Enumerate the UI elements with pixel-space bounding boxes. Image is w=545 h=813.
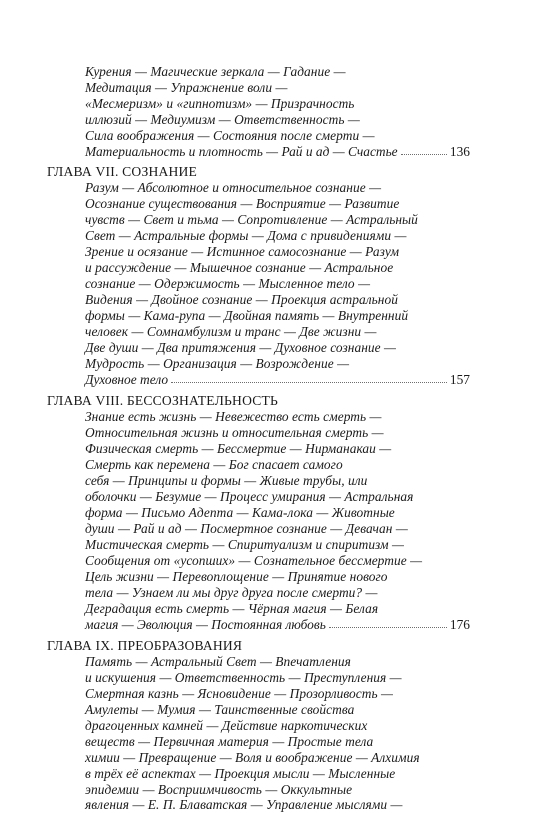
page-number: 157 xyxy=(449,372,470,387)
entry-line: Деградация есть смерть — Чёрная магия — Белая xyxy=(85,601,379,616)
entry-line: души — Рай и ад — Посмертное сознание — Девачан — xyxy=(85,521,408,536)
entry-line: себя — Принципы и формы — Живые трубы, или xyxy=(85,473,368,488)
entry-line: сознание — Одержимость — Мысленное тело — xyxy=(85,276,371,291)
entry-last-line xyxy=(85,372,470,388)
entry-line: чувств — Свет и тьма — Сопротивление — Астральный xyxy=(85,212,418,227)
entry-last-line xyxy=(85,144,470,160)
entry-line: Сообщения от «усопших» — Сознательное бессмертие — xyxy=(85,553,423,568)
entry-line: Две души — Два притяжения — Духовное сознание — xyxy=(85,340,396,355)
dot-leader xyxy=(401,143,447,155)
entry-line: Физическая смерть — Бессмертие — Нирманакаи — xyxy=(85,441,392,456)
entry-line: магия — Эволюция — Постоянная любовь xyxy=(85,617,326,632)
entry-line: и искушения — Ответственность — Преступления — xyxy=(85,670,402,685)
entry-line: Амулеты — Мумия — Таинственные свойства xyxy=(85,702,355,717)
entry-line: Свет — Астральные формы — Дома с привидениями — xyxy=(85,228,407,243)
entry-line: и рассуждение — Мышечное сознание — Астральное xyxy=(85,260,394,275)
entry-line: Цель жизни — Перевоплощение — Принятие нового xyxy=(85,569,388,584)
chapter-title: ГЛАВА VIII. БЕССОЗНАТЕЛЬНОСТЬ xyxy=(47,393,279,408)
entry-line: явления — Е. П. Блаватская — Управление мыслями — xyxy=(85,797,403,812)
entry-line: оболочки — Безумие — Процесс умирания — Астральная xyxy=(85,489,414,504)
page-number: 176 xyxy=(449,617,470,632)
dot-leader xyxy=(171,371,447,383)
chapter-title: ГЛАВА IX. ПРЕОБРАЗОВАНИЯ xyxy=(47,638,243,653)
entry-line: «Месмеризм» и «гипнотизм» — Призрачность xyxy=(85,96,355,111)
entry-line: Сила воображения — Состояния после смерти — xyxy=(85,128,375,143)
dot-leader xyxy=(329,616,447,628)
entry-line: Мистическая смерть — Спиритуализм и спиритизм — xyxy=(85,537,404,552)
entry-line: Разум — Абсолютное и относительное сознание — xyxy=(85,180,382,195)
entry-line: Мудрость — Организация — Возрождение — xyxy=(85,356,350,371)
entry-line: Осознание существования — Восприятие — Развитие xyxy=(85,196,400,211)
entry-line: Видения — Двойное сознание — Проекция астральной xyxy=(85,292,398,307)
entry-line: формы — Кама-рупа — Двойная память — Внутренний xyxy=(85,308,409,323)
entry-line: Материальность и плотность — Рай и ад — Счастье xyxy=(85,144,398,159)
entry-line: иллюзий — Медиумизм — Ответственность — xyxy=(85,112,360,127)
entry-line: Смертная казнь — Ясновидение — Прозорливость — xyxy=(85,686,394,701)
entry-line: Курения — Магические зеркала — Гадание — xyxy=(85,64,346,79)
entry-line: эпидемии — Восприимчивость — Оккультные xyxy=(85,782,353,797)
entry-line: Духовное тело xyxy=(85,372,169,387)
entry-line: Память — Астральный Свет — Впечатления xyxy=(85,654,351,669)
entry-line: Относительная жизнь и относительная смерть — xyxy=(85,425,384,440)
page-number: 136 xyxy=(449,144,470,159)
entry-line: драгоценных камней — Действие наркотических xyxy=(85,718,368,733)
chapter-title: ГЛАВА VII. СОЗНАНИЕ xyxy=(47,164,198,179)
entry-line: веществ — Первичная материя — Простые тела xyxy=(85,734,374,749)
entry-line: человек — Сомнамбулизм и транс — Две жизни — xyxy=(85,324,377,339)
entry-line: Медитация — Упражнение воли — xyxy=(85,80,288,95)
entry-line: химии — Превращение — Воля и воображение — Алхимия xyxy=(85,750,420,765)
entry-last-line xyxy=(85,617,470,633)
entry-line: Смерть как перемена — Бог спасает самого xyxy=(85,457,343,472)
entry-line: Зрение и осязание — Истинное самосознание — Разум xyxy=(85,244,400,259)
entry-line: в трёх её аспектах — Проекция мысли — Мысленные xyxy=(85,766,396,781)
entry-line: тела — Узнаем ли мы друг друга после смерти? — xyxy=(85,585,378,600)
entry-line: форма — Письмо Адепта — Кама-лока — Животные xyxy=(85,505,395,520)
entry-line: Знание есть жизнь — Невежество есть смерть — xyxy=(85,409,382,424)
